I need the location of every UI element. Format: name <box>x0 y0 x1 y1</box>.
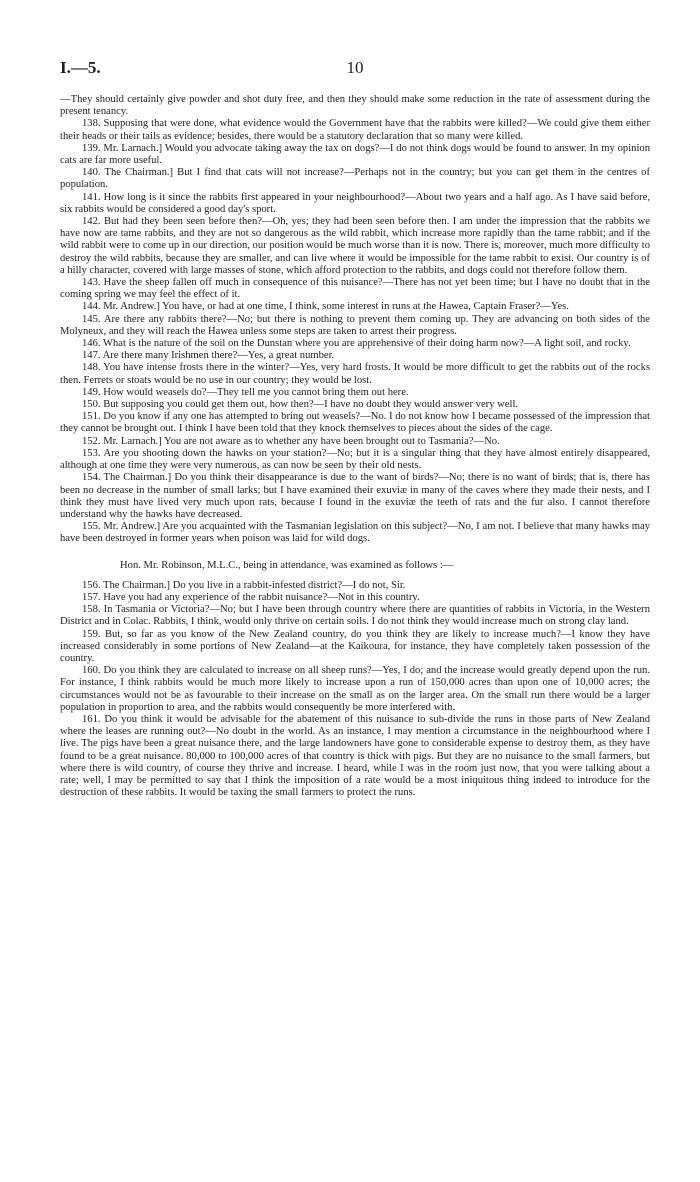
question-158: 158. In Tasmania or Victoria?—No; but I have been through country where there are quantities of rabbits in Victoria, in the Western District and in Colac. Rabbits, I think, would only thrive on certain soils. I do not think they would increase much on strong clay land. <box>60 604 650 628</box>
question-147: 147. Are there many Irishmen there?—Yes, a great number. <box>82 350 335 362</box>
question-138: 138. Supposing that were done, what evidence would the Government have that the rabbits were killed?—We could give them either their heads or their tails as evidence; besides, there would be a statutory declaration that so many were killed. <box>60 118 650 142</box>
question-140: 140. The Chairman.] But I find that cats will not increase?—Perhaps not in the country; but you can get them in the centres of population. <box>60 167 650 191</box>
witness-heading: Hon. Mr. Robinson, M.L.C., being in attendance, was examined as follows :— <box>120 559 454 571</box>
question-149: 149. How would weasels do?—They tell me you cannot bring them out here. <box>82 386 409 398</box>
question-159: 159. But, so far as you know of the New Zealand country, do you think they are likely to increase much?—I know they have increased considerably in some portions of New Zealand—at the Kaikoura, for instance, they have completely taken possession of the country. <box>60 628 650 664</box>
question-153: 153. Are you shooting down the hawks on your station?—No; but it is a singular thing that they have almost entirely disappeared, although at one time they were very numerous, as can now be seen by their old nests. <box>60 447 650 472</box>
question-156: 156. The Chairman.] Do you live in a rabbit-infested district?—I do not, Sir. <box>82 579 406 591</box>
question-145: 145. Are there any rabbits there?—No; but there is nothing to prevent them coming up. They are advancing on both sides of the Molyneux, and they will reach the Hawea unless some steps are taken to arrest their progress. <box>60 313 650 337</box>
question-144: 144. Mr. Andrew.] You have, or had at one time, I think, some interest in runs at the Hawea, Captain Fraser?—Yes. <box>82 301 569 313</box>
document-body <box>60 94 650 799</box>
question-141: 141. How long is it since the rabbits first appeared in your neighbourhood?—About two years and a half ago. As I have said before, six rabbits would be considered a good day's sport. <box>60 191 650 215</box>
question-160: 160. Do you think they are calculated to increase on all sheep runs?—Yes, I do; and the increase would greatly depend upon the run. For instance, I think rabbits would be much more likely to increase upon a run of 150,000 acres than upon one of 10,000 acres; the circumstances would not be as favourable to their increase on the small as on the larger area. On the small run there would be a larger population in proportion to area, and the rabbits would consequently be more interfered with. <box>60 665 650 713</box>
question-139: 139. Mr. Larnach.] Would you advocate taking away the tax on dogs?—I do not think dogs would be found to answer. In my opinion cats are far more useful. <box>60 142 650 167</box>
question-157: 157. Have you had any experience of the rabbit nuisance?—Not in this country. <box>82 591 420 603</box>
question-143: 143. Have the sheep fallen off much in consequence of this nuisance?—There has not yet been time; but I have no doubt that in the coming spring we may feel the effect of it. <box>60 277 650 301</box>
question-155: 155. Mr. Andrew.] Are you acquainted with the Tasmanian legislation on this subject?—No, I am not. I believe that many hawks may have been destroyed in former years when poison was laid for wild dogs. <box>60 521 650 545</box>
page-header <box>60 58 650 80</box>
page-number: 10 <box>346 58 364 77</box>
document-reference: I.—5. <box>60 58 101 77</box>
question-151: 151. Do you know if any one has attempted to bring out weasels?—No. I do not know how I became possessed of the impression that they cannot be brought out. I think I have been told that they knock themselves to pieces about the sides of the cage. <box>60 411 650 435</box>
question-150: 150. But supposing you could get them out, how then?—I have no doubt they would answer very well. <box>82 399 519 411</box>
paragraph-continuation: —They should certainly give powder and shot duty free, and then they should make some reduction in the rate of assessment during the present tenancy. <box>60 94 650 118</box>
question-154: 154. The Chairman.] Do you think their disappearance is due to the want of birds?—No; there is no want of birds; that is, there has been no decrease in the number of small larks; but I have examined their exuviæ in many of the caves where they made their nests, and I think they must have lived very much upon rats, because I found in the exuviæ the teeth of rats and the fur also. I cannot therefore understand why the hawks have decreased. <box>60 472 650 520</box>
question-152: 152. Mr. Larnach.] You are not aware as to whether any have been brought out to Tasmania?—No. <box>82 435 500 447</box>
question-161: 161. Do you think it would be advisable for the abatement of this nuisance to sub-divide the runs in those parts of New Zealand where the leases are running out?—No doubt in the world. As an instance, I may mention a circumstance in the neighbourhood where I live. The pigs have been a great nuisance there, and the large landowners have gone to considerable expense to destroy them, as they have found to be a great nuisance. 80,000 to 100,000 acres of that country is thick with pigs. But they are no nuisance to the small farmers, but where there is wild country, of course they thrive and increase. I heard, while I was in the room just now, that you were talking about a rate; well, I may be permitted to say that I think the imposition of a rate would be a most iniquitous thing indeed to introduce for the destruction of these rabbits. It would be taxing the small farmers to protect the runs. <box>60 713 650 799</box>
question-146: 146. What is the nature of the soil on the Dunstan where you are apprehensive of their doing harm now?—A light soil, and rocky. <box>82 338 631 350</box>
question-148: 148. You have intense frosts there in the winter?—Yes, very hard frosts. It would be more difficult to get the rabbits out of the rocks then. Ferrets or stoats would be no use in our country; they would be lost. <box>60 362 650 386</box>
question-142: 142. But had they been seen before then?—Oh, yes; they had been seen before then. I am under the impression that the rabbits we have now are tame rabbits, and they are not so dangerous as the wild rabbit, which increase more rapidly than the tame rabbit; and if the wild rabbit were to come up in our direction, our position would be much worse than it is now. There is, moreover, much more difficulty to destroy the wild rabbits, because they are smaller, and can live where it would be impossible for the tame rabbit to exist. Our country is of a hilly character, covered with large masses of stone, which afford protection to the rabbits, and dogs could not therefore follow them. <box>60 216 650 276</box>
